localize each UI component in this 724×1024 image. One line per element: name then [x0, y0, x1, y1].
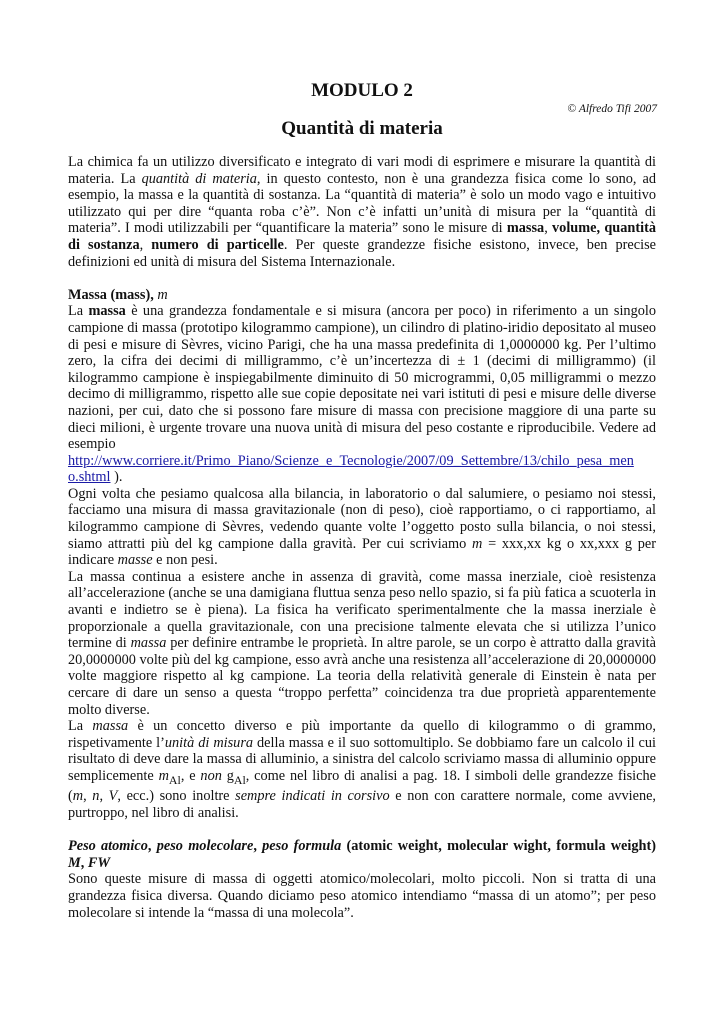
massa-paragraph-3: La massa continua a esistere anche in assenza di gravità, come massa inerziale, cioè resistenza all’accelerazione (anche se una damigiana fluttua senza peso nello spazio, si fa più fatica a scuoterla in avanti e indietro se è piena). La fisica ha verificato sperimentalmente che la massa inerziale è proporzionale a quella gravitazionale, con una precisione talmente elevata che si utilizza l’unico termine di massa per definire entrambe le proprietà. In altre parole, se un corpo è attratto dalla gravità 20,0000000 volte più del kg campione, esso avrà anche una resistenza all’accelerazione di 20,0000000 volte maggiore rispetto al kg campione. La teoria della relatività generale di Einstein è nata per cercare di dare un senso a questa “troppo perfetta” coincidenza tra due proprietà apparentemente molto diverse. — [68, 568, 656, 718]
reference-link[interactable]: http://www.corriere.it/Primo_Piano/Scienze_e_Tecnologie/2007/09_Settembre/13/chilo_pesa_men — [68, 452, 634, 469]
section-heading-massa: Massa (mass), m — [68, 286, 168, 303]
massa-paragraph-4: La massa è un concetto diverso e più importante da quello di kilogrammo o di grammo, rispetivamente l’unità di misura della massa e il suo sottomultiplo. Se dobbiamo fare un calcolo il cui risultato di deve dare la massa di alluminio, a sinistra del calcolo scriviamo massa di alluminio oppure semplicemente $m_{Al}$, e non $g_{Al}$, come nel libro di analisi a pag. 18. I simboli delle grandezze fisiche (m, n, V, ecc.) sono inoltre sempre indicati in corsivo e non con carattere normale, come avviene, purtroppo, nel libro di analisi. — [68, 718, 657, 822]
document-body — [68, 154, 656, 921]
reference-link-cont[interactable]: o.shtml — [68, 469, 111, 486]
page-title: MODULO 2 — [311, 80, 413, 101]
reference-link-paragraph: http://www.corriere.it/Primo_Piano/Scienze_e_Tecnologie/2007/09_Settembre/13/chilo_pesa_men o.shtml ). — [68, 452, 634, 486]
massa-paragraph-1: La massa è una grandezza fondamentale e si misura (ancora per poco) in riferimento a un singolo campione di massa (prototipo kilogrammo campione), un cilindro di platino-iridio depositato al museo di pesi e misure di Sèvres, vicino Parigi, che ha una massa predefinita di 1,0000000 kg. Per l’ultimo zero, la cifra dei decimi di milligrammo, c’è un’incertezza di ± 1 (decimi di milligrammo) (il kilogrammo campione è inspiegabilmente diminuito di 50 microgrammi, 0,05 milligrammi o mezzo decimo di milligrammo, rispetto alle sue copie depositate nei vari istituti di pesi e misure delle diverse nazioni, per cui, dato che si possono fare misure di massa con precisione maggiore di una parte su dieci milioni, è urgente trovare una nuova unità di misura del peso costante e riproducibile. Vedere ad esempio — [68, 303, 656, 453]
peso-paragraph-1: Sono queste misure di massa di oggetti atomico/molecolari, molto piccoli. Non si tratta di una grandezza fisica diversa. Quando diciamo peso atomico intendiamo “massa di un atomo”; per peso molecolare si intende la “massa di una molecola”. — [68, 871, 656, 921]
page-subtitle: Quantità di materia — [281, 118, 443, 139]
intro-paragraph: La chimica fa un utilizzo diversificato e integrato di vari modi di esprimere e misurare la quantità di materia. La quantità di materia, in questo contesto, non è una grandezza fisica come lo sono, ad esempio, la massa e la quantità di sostanza. La “quantità di materia” è solo un modo vago e intuitivo utilizzato qui per dire “quanta roba c’è”. Non c’è infatti un’unità di misura per la “quantità di materia”. I modi utilizzabili per “quantificare la materia” sono le misure di massa, volume, quantità di sostanza, numero di particelle. Per queste grandezze fisiche esistono, invece, ben precise definizioni ed unità di misura del Sistema Internazionale. — [68, 154, 656, 270]
section-heading-peso: Peso atomico, peso molecolare, peso formula (atomic weight, molecular wight, formula weight) M, FW — [68, 838, 656, 871]
massa-paragraph-2: Ogni volta che pesiamo qualcosa alla bilancia, in laboratorio o dal salumiere, o pesiamo noi stessi, facciamo una misura di massa gravitazionale (non di peso), cioè rapportiamo, o ci rapportiamo, al kilogrammo campione di Sèvres, vedendo quante volte l’oggetto posto sulla bilancia, o noi stessi, siamo attratti più del kg campione dalla gravità. Per cui scriviamo m = xxx,xx kg o xx,xxx g per indicare masse e non pesi. — [68, 485, 656, 569]
copyright-note: © Alfredo Tifi 2007 — [567, 103, 657, 115]
